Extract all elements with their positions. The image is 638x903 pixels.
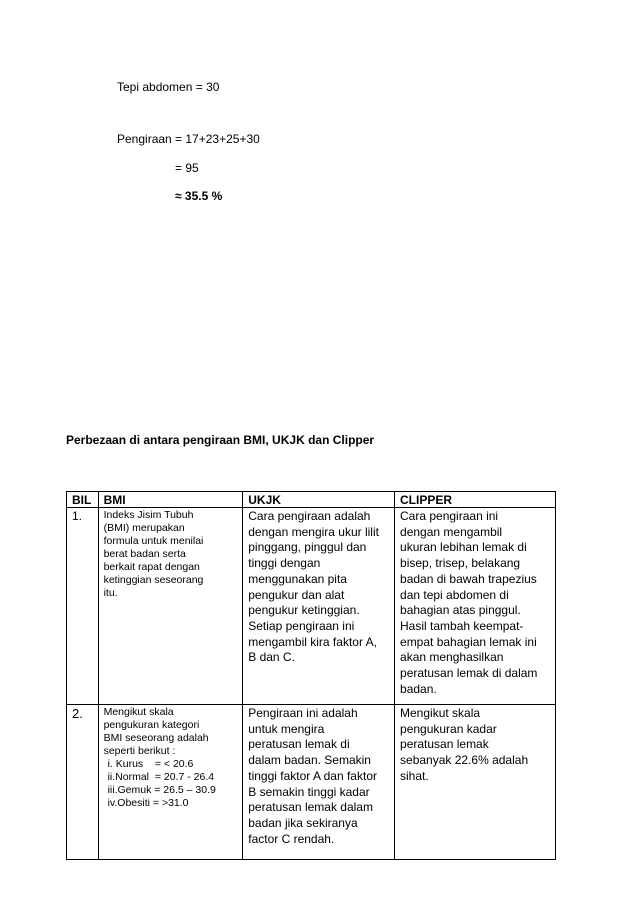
bmi-category-item: ii.Normal = 20.7 - 26.4 [107,771,215,783]
cell-line: Hasil tambah keempat- [400,618,524,633]
row2-bil: 2. [67,705,99,860]
cell-line: tinggi dengan [248,556,321,571]
cell-line: dalam badan. Semakin [248,753,371,768]
cell-line: sihat. [400,768,429,783]
cell-line: dengan mengira ukur lilit [248,524,379,539]
tepi-abdomen-line: Tepi abdomen = 30 [117,80,220,94]
row1-bmi [98,508,243,705]
cell-line: (BMI) merupakan [103,522,185,534]
cell-line: peratusan lemak dalam [248,800,373,815]
cell-line: badan. [400,681,437,696]
table-header-row [67,492,556,508]
cell-line: pengukur ketinggian. [248,603,360,618]
cell-line: pengukuran kategori [103,719,200,731]
cell-line: berat badan serta [103,548,186,560]
header-clipper: CLIPPER [395,492,556,508]
cell-line: Cara pengiraan ini [400,509,499,523]
cell-line: B semakin tinggi kadar [248,784,370,799]
cell-line: bahagian atas pinggul. [400,603,521,618]
cell-line: peratusan lemak [400,737,489,752]
cell-line: menggunakan pita [248,571,347,586]
cell-line: formula untuk menilai [103,535,204,547]
cell-line: factor C rendah. [248,831,335,846]
table-row [67,705,556,860]
cell-line: seperti berikut : [103,745,176,757]
cell-line: tinggi faktor A dan faktor [248,768,377,783]
cell-line: ukuran lebihan lemak di [400,540,527,555]
header-bil: BIL [67,492,99,508]
cell-line: sebanyak 22.6% adalah [400,753,529,768]
bmi-category-item: iii.Gemuk = 26.5 – 30.9 [107,784,216,796]
cell-line: pinggang, pinggul dan [248,540,367,555]
comparison-table [66,491,556,860]
row1-ukjk [243,508,395,705]
cell-line: berkait rapat dengan [103,561,200,573]
cell-line: peratusan lemak di [248,737,350,752]
row1-bil: 1. [67,508,99,705]
bmi-category-item: i. Kurus = < 20.6 [107,758,194,770]
cell-line: bisep, trisep, belakang [400,556,521,571]
section-heading: Perbezaan di antara pengiraan BMI, UKJK dan Clipper [66,433,375,447]
cell-line: peratusan lemak di dalam [400,666,538,681]
cell-line: itu. [103,587,118,599]
cell-line: pengukuran kadar [400,721,497,736]
pengiraan-line: Pengiraan = 17+23+25+30 [117,132,260,146]
row2-bmi [98,705,243,860]
table-row [67,508,556,705]
cell-line: untuk mengira [248,721,325,736]
cell-line: akan menghasilkan [400,650,504,665]
cell-line: B dan C. [248,650,295,665]
cell-line: Mengikut skala [103,706,174,718]
cell-line: badan di bawah trapezius [400,571,537,586]
cell-line: Setiap pengiraan ini [248,618,355,633]
cell-line: dengan mengambil [400,524,503,539]
header-ukjk: UKJK [243,492,395,508]
cell-line: empat bahagian lemak ini [400,634,537,649]
cell-line: badan jika sekiranya [248,815,358,830]
cell-line: Mengikut skala [400,706,481,720]
cell-line: Pengiraan ini adalah [248,706,358,720]
cell-line: BMI seseorang adalah [103,732,209,744]
cell-line: mengambil kira faktor A, [248,634,377,649]
sum-line: = 95 [175,161,199,175]
cell-line: Indeks Jisim Tubuh [103,509,194,521]
header-bmi: BMI [98,492,243,508]
bmi-category-item: iv.Obesiti = >31.0 [107,797,189,809]
cell-line: dan tepi abdomen di [400,587,509,602]
cell-line: pengukur dan alat [248,587,345,602]
row2-ukjk [243,705,395,860]
row2-clipper [395,705,556,860]
row1-clipper [395,508,556,705]
result-line: ≈ 35.5 % [175,189,223,203]
cell-line: Cara pengiraan adalah [248,509,371,523]
cell-line: ketinggian seseorang [103,574,204,586]
